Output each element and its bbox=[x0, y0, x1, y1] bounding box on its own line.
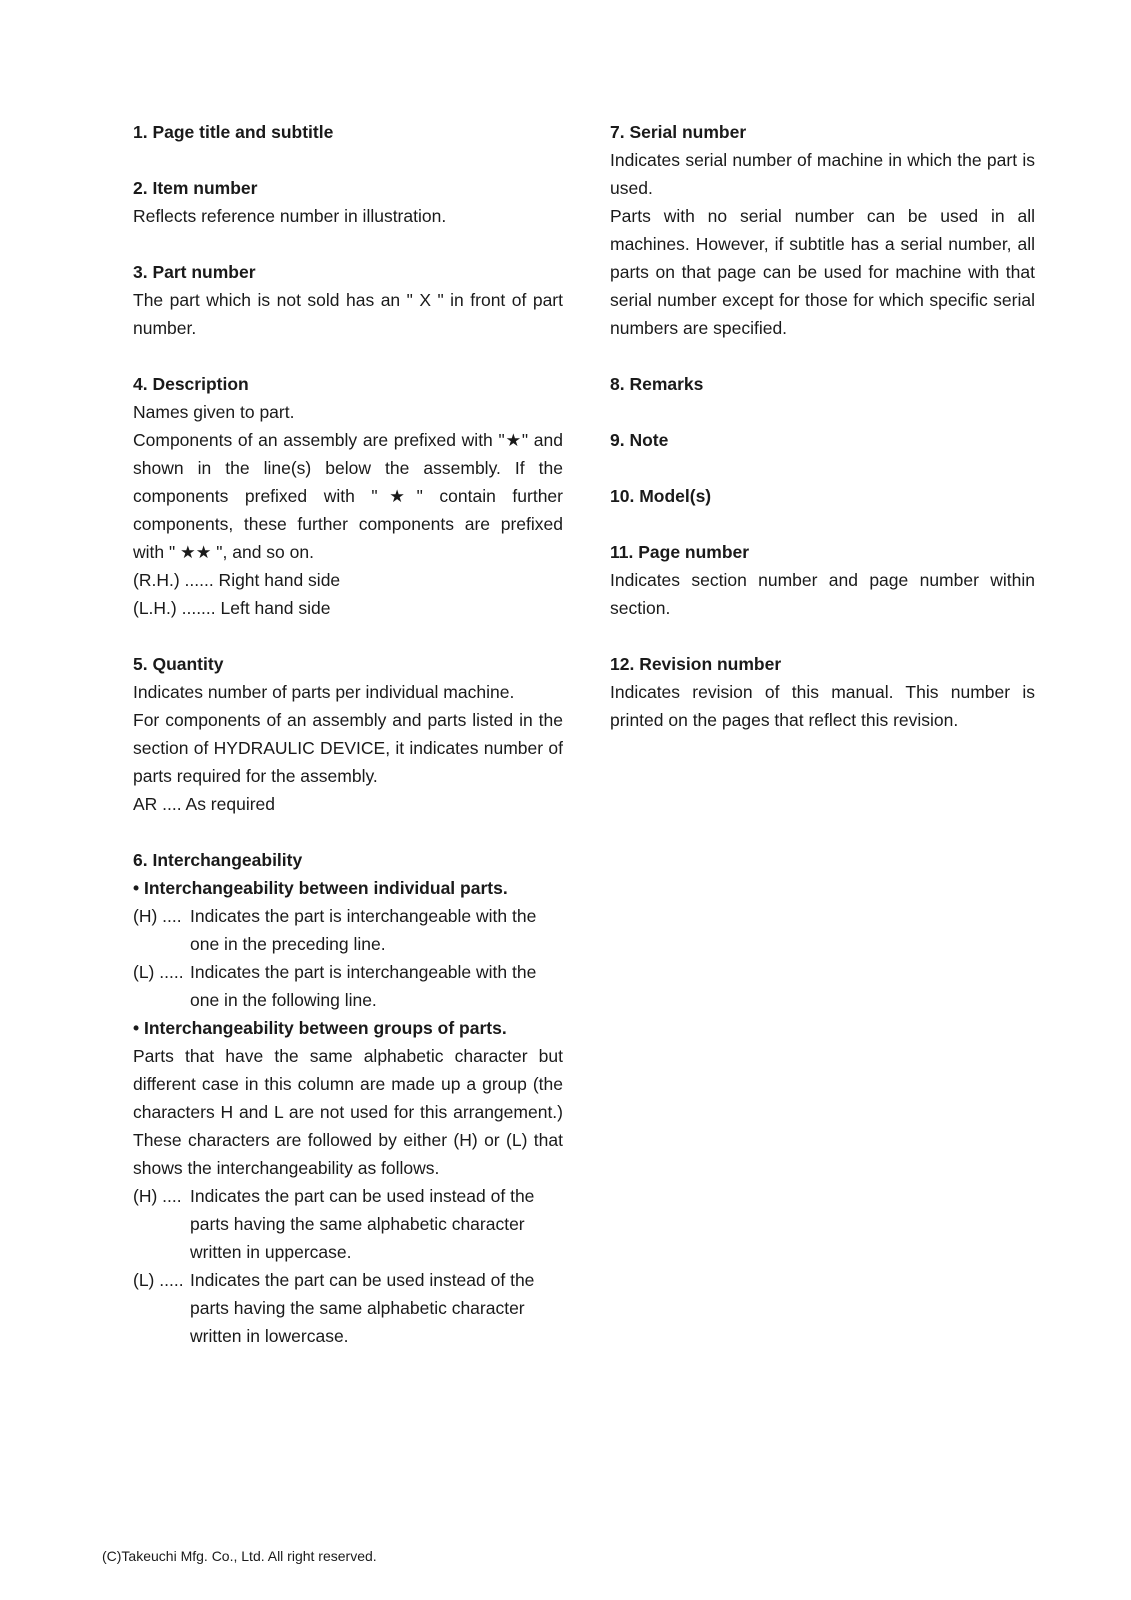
serial-number-text-1: Indicates serial number of machine in which the part is used. bbox=[610, 150, 1035, 198]
section-serial-number bbox=[610, 118, 1035, 342]
interchangeability-text: Parts that have the same alphabetic character but different case in this column are made up a group (the characters H and L are not used for this arrangement.) These characters are followed by either (H) or (L) that shows the interchangeability as follows. bbox=[133, 1046, 563, 1178]
section-revision-number bbox=[610, 650, 1035, 734]
section-description bbox=[133, 370, 563, 622]
heading-note: 9. Note bbox=[610, 430, 669, 450]
left-column bbox=[133, 118, 563, 1378]
def-value: Indicates the part can be used instead of the parts having the same alphabetic character written in lowercase. bbox=[190, 1270, 535, 1346]
def-h-group bbox=[133, 1182, 563, 1266]
heading-page-number: 11. Page number bbox=[610, 542, 750, 562]
quantity-ar: AR .... As required bbox=[133, 794, 276, 814]
copyright-footer: (C)Takeuchi Mfg. Co., Ltd. All right reserved. bbox=[102, 1548, 377, 1564]
description-rh: (R.H.) ...... Right hand side bbox=[133, 570, 341, 590]
def-key: (L) ..... bbox=[133, 1270, 184, 1290]
quantity-text-2: For components of an assembly and parts listed in the section of HYDRAULIC DEVICE, it indicates number of parts required for the assembly. bbox=[133, 710, 563, 786]
bullet-individual-parts: • Interchangeability between individual parts. bbox=[133, 878, 508, 898]
item-number-text: Reflects reference number in illustration. bbox=[133, 206, 447, 226]
section-part-number bbox=[133, 258, 563, 342]
heading-serial-number: 7. Serial number bbox=[610, 122, 747, 142]
heading-description: 4. Description bbox=[133, 374, 249, 394]
section-item-number bbox=[133, 174, 563, 230]
heading-remarks: 8. Remarks bbox=[610, 374, 704, 394]
section-page-title bbox=[133, 118, 563, 146]
heading-part-number: 3. Part number bbox=[133, 262, 256, 282]
right-column bbox=[610, 118, 1035, 762]
heading-models: 10. Model(s) bbox=[610, 486, 712, 506]
section-models bbox=[610, 482, 1035, 510]
description-text-2: Components of an assembly are prefixed with "★" and shown in the line(s) below the assembly. If the components prefixed with "★" contain further components, these further components are prefixed with " ★★ ", and so on. bbox=[133, 430, 563, 562]
def-value: Indicates the part can be used instead of the parts having the same alphabetic character written in uppercase. bbox=[190, 1186, 535, 1262]
def-value: Indicates the part is interchangeable with the one in the preceding line. bbox=[190, 906, 537, 954]
revision-number-text: Indicates revision of this manual. This number is printed on the pages that reflect this revision. bbox=[610, 682, 1035, 730]
serial-number-text-2: Parts with no serial number can be used in all machines. However, if subtitle has a serial number, all parts on that page can be used for machine with that serial number except for those for which specific serial numbers are specified. bbox=[610, 206, 1035, 338]
description-lh: (L.H.) ....... Left hand side bbox=[133, 598, 331, 618]
def-key: (L) ..... bbox=[133, 962, 184, 982]
def-key: (H) .... bbox=[133, 1186, 182, 1206]
bullet-groups-of-parts: • Interchangeability between groups of parts. bbox=[133, 1018, 507, 1038]
def-value: Indicates the part is interchangeable with the one in the following line. bbox=[190, 962, 537, 1010]
heading-quantity: 5. Quantity bbox=[133, 654, 224, 674]
heading-interchangeability: 6. Interchangeability bbox=[133, 850, 303, 870]
quantity-text-1: Indicates number of parts per individual machine. bbox=[133, 682, 515, 702]
part-number-text: The part which is not sold has an " X " in front of part number. bbox=[133, 290, 563, 338]
heading-item-number: 2. Item number bbox=[133, 178, 258, 198]
description-text-1: Names given to part. bbox=[133, 402, 295, 422]
section-remarks bbox=[610, 370, 1035, 398]
def-l-individual bbox=[133, 958, 563, 1014]
section-quantity bbox=[133, 650, 563, 818]
section-page-number bbox=[610, 538, 1035, 622]
heading-revision-number: 12. Revision number bbox=[610, 654, 782, 674]
def-h-individual bbox=[133, 902, 563, 958]
def-key: (H) .... bbox=[133, 906, 182, 926]
heading-page-title: 1. Page title and subtitle bbox=[133, 122, 334, 142]
def-l-group bbox=[133, 1266, 563, 1350]
section-interchangeability bbox=[133, 846, 563, 1350]
section-note bbox=[610, 426, 1035, 454]
page-number-text: Indicates section number and page number within section. bbox=[610, 570, 1035, 618]
